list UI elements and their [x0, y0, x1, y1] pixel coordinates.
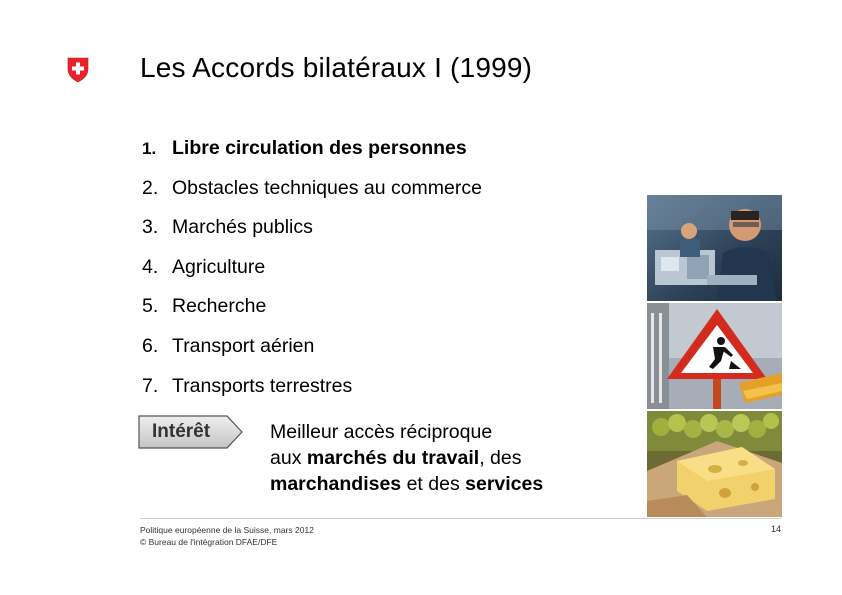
- page-number: 14: [770, 524, 781, 534]
- interest-tag: [138, 415, 244, 449]
- footer-credits: Politique européenne de la Suisse, mars 2012 © Bureau de l'intégration DFAE/DFE: [140, 525, 314, 547]
- photo-road-sign: [647, 303, 782, 409]
- agreement-item: 6. Transport aérien: [142, 334, 315, 357]
- footer-divider: [140, 518, 781, 519]
- agreement-item: 4. Agriculture: [142, 255, 266, 278]
- agreements-list: [142, 136, 482, 413]
- photo-cheese: [647, 411, 782, 517]
- swiss-shield-icon: [67, 57, 89, 83]
- photo-workers: [647, 195, 782, 301]
- benefit-text: Meilleur accès réciproque aux marchés du travail, des marchandises et des services: [270, 421, 544, 495]
- agreement-item: 5. Recherche: [142, 295, 267, 318]
- slide-title: Les Accords bilatéraux I (1999): [140, 52, 533, 83]
- agreement-item: 7. Transports terrestres: [142, 374, 353, 397]
- agreement-item: 1. Libre circulation des personnes: [142, 137, 467, 159]
- agreement-item: 2. Obstacles techniques au commerce: [142, 176, 482, 199]
- interest-tag-label: Intérêt: [152, 421, 211, 442]
- agreement-item: 3. Marchés publics: [142, 216, 313, 239]
